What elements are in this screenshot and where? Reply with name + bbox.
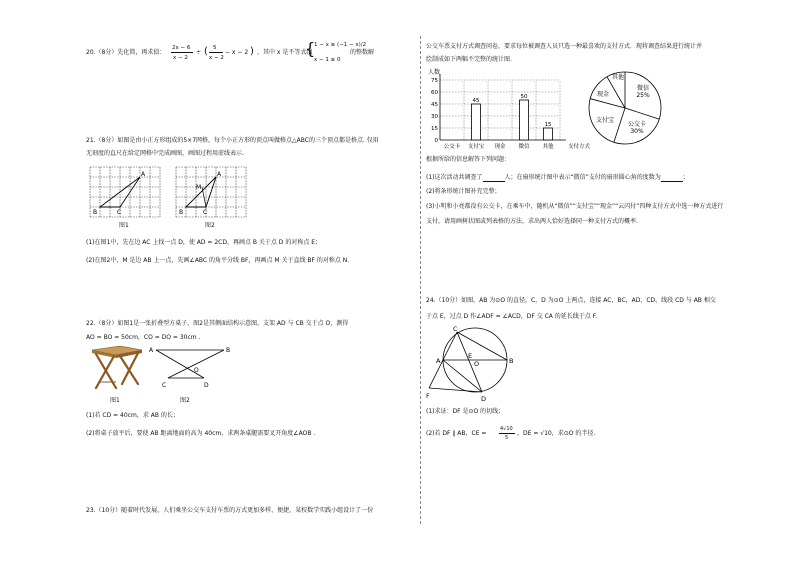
q23-sub3a: (3)小明和小亮都没有公交卡，在乘车中，随机从“微信”“支付宝”“现金”“云闪付”四种支付方式中选一种方式进行 (426, 203, 724, 210)
label-m: M (196, 184, 202, 191)
q23-sub3b: 支付，请用画树状图或列表格的方法，求出两人恰好选择同一种支付方式的概率. (426, 218, 638, 225)
bar-chart (424, 68, 589, 154)
y-tick-label: 75 (431, 78, 438, 84)
q21-line1: 21.（8分）如图是由小正方形组成的5×7网格，每个小正方形的顶点叫做格点△ABC的三个顶点都是格点. 仅用 (86, 137, 379, 144)
q23-sub1-a: (1)这次活动共调查了 (426, 174, 483, 181)
q23-sub1 (426, 174, 689, 182)
q21-figure-1 (86, 165, 166, 221)
x-tick-label: 其他 (542, 144, 554, 150)
q21-sub1: (1)在图1中，先在边 AC 上找一点 D，使 AD = 2CD，再画点 B 关于点 D 的对称点 E； (86, 239, 322, 246)
q21-line2: 无刻度的直尺在给定网格中完成画图，画图过程用虚线表示. (86, 150, 244, 157)
data-label: 50 (520, 94, 528, 100)
q20-frac2-bar (209, 52, 223, 53)
q24-sub2a: (2)若 DF ∥ AB，CE = (426, 430, 487, 437)
q23-sub1-b: 人；在扇形统计图中表示“微信”支付的扇形圆心角的度数为 (504, 174, 661, 181)
q24-frac-den: 5 (505, 435, 509, 441)
q20-brace: { (305, 39, 316, 58)
label-e: E (468, 352, 473, 360)
q20-frac2-tail: − x − 2 (225, 49, 249, 56)
segment-df (429, 388, 482, 392)
x-tick-label: 现金 (494, 144, 506, 150)
q20-frac2-den: x − 2 (209, 55, 224, 61)
pie-slice-label: 其他 (611, 74, 625, 81)
label-c: C (162, 382, 167, 389)
q23-line1: 公交车票支付方式调查问卷，要求每位被调查人员只选一种最喜欢的支付方式．现将调查结果进行统计并 (426, 43, 703, 50)
x-axis-label: 支付方式 (568, 144, 591, 150)
q22-sub2: (2)将桌子放平后，要使 AB 距离地面的高为 40cm，求两条桌腿需要叉开角度∠AOB . (86, 430, 316, 437)
grid-lines (90, 167, 160, 217)
label-a: A (217, 171, 222, 178)
x-tick-label: 微信 (518, 144, 530, 150)
q23-after-chart: 根据所给的信息解答下列问题： (426, 156, 511, 163)
label-b: B (93, 209, 98, 216)
q22-line1: 22.（8分）如图1是一张折叠型方桌子，图2是其侧面结构示意图，支架 AD 与 CB 交于点 O，测得 (86, 320, 349, 327)
label-a: A (149, 347, 154, 354)
data-label: 15 (544, 122, 552, 128)
label-b: B (509, 357, 514, 365)
label-c: C (453, 325, 458, 333)
column-divider (420, 36, 421, 524)
label-a: A (436, 357, 441, 365)
q23-sub2: (2)将条形统计图补充完整； (426, 188, 501, 195)
y-tick-label: 0 (434, 138, 438, 144)
q20-mid: ，其中 x 是不等式组 (257, 49, 313, 56)
bar (544, 128, 553, 140)
q24-line2: 于点 E，过点 D 作∠ADF = ∠ACD，DF 交 CA 的延长线于点 F. (426, 313, 598, 320)
label-o: O (474, 360, 480, 368)
q24-frac-num: 4√10 (500, 426, 513, 432)
data-label: 45 (472, 98, 480, 104)
label-f: F (426, 392, 430, 400)
q20-tail: 的整数解 (350, 49, 375, 56)
segment-ac (443, 332, 457, 360)
bar (472, 104, 481, 140)
label-d: D (204, 382, 209, 389)
q22-line2: AO = BO = 50cm，CO = DO = 30cm . (86, 334, 201, 341)
q24-sub1: (1)求证：DF 是⊙O 的切线； (426, 408, 505, 415)
segment-bc (457, 332, 507, 360)
q20-paren-close: ) (250, 46, 254, 57)
answer-blank-2[interactable] (661, 175, 683, 182)
q21-figure-2 (172, 165, 252, 221)
q20-paren-open: ( (204, 46, 208, 57)
answer-blank-1[interactable] (483, 175, 505, 182)
x-tick-label: 公交卡 (443, 144, 461, 150)
q23-sub1-c: ； (682, 174, 689, 181)
pie-slice-label: 公交卡 (627, 121, 647, 128)
q22-fig2-caption: 图2 (180, 397, 190, 404)
pie-percent-label: 25% (636, 92, 650, 99)
label-b: B (179, 209, 184, 216)
q22-table-picture (86, 344, 146, 394)
q21-sub2: (2)在图2中，M 是边 AB 上一点，先画∠ABC 的角平分线 BF，再画点 M 关于直线 BF 的对称点 N. (86, 257, 350, 264)
q20-frac1-bar (171, 52, 193, 53)
q20-ineq1: 1 − x ≥ (−1 − x)/2 (314, 42, 367, 48)
pie-slice-label: 现金 (596, 91, 610, 98)
q22-fig1-caption: 图1 (110, 397, 120, 404)
y-axis-label: 人数 (428, 69, 441, 76)
q24-circle-diagram (424, 322, 524, 404)
q21-fig2-caption: 图2 (205, 222, 215, 229)
q20-label: 20.（8分）先化简，再求值： (86, 49, 166, 56)
segment-mc (202, 187, 206, 207)
q23-line2: 绘制成如下两幅不完整的统计图． (426, 56, 517, 63)
q24-line1: 24.（10分）如图，AB 为⊙O 的直径，C，D 为⊙O 上两点，连接 AC，BC，AD，CD，线段 CD 与 AB 相交 (426, 297, 716, 304)
q20-ineq2: x − 1 ≥ 0 (314, 57, 341, 63)
label-a: A (141, 171, 146, 178)
q22-structure-diagram (146, 344, 236, 394)
y-tick-label: 30 (431, 114, 438, 120)
bar (520, 100, 529, 140)
q20-frac1-num: 2x − 6 (172, 45, 191, 51)
y-tick-label: 60 (431, 90, 438, 96)
y-tick-label: 15 (431, 126, 438, 132)
label-c: C (117, 209, 122, 216)
q21-fig1-caption: 图1 (119, 222, 129, 229)
q20-op: ÷ (196, 49, 202, 56)
label-d: D (481, 395, 487, 403)
label-b: B (226, 347, 231, 354)
pie-chart (585, 68, 665, 148)
pie-slice-label: 支付宝 (595, 117, 615, 124)
triangle-abc (186, 177, 216, 207)
pie-percent-label: 30% (630, 128, 644, 135)
pie-slice-label: 微信 (636, 85, 650, 92)
label-o: O (194, 367, 199, 374)
x-tick-label: 支付宝 (467, 144, 485, 150)
y-tick-label: 45 (431, 102, 438, 108)
q23-start: 23.（10分）随着时代发展，人们乘坐公交车支付车票的方式更加多样、便捷，某校数学实践小组设计了一份 (86, 507, 374, 514)
q20-frac1-den: x − 2 (173, 55, 188, 61)
q22-sub1: (1)若 CD = 40cm，求 AB 的长； (86, 412, 179, 419)
q20-frac2-num: 5 (213, 45, 217, 51)
label-c: C (203, 209, 208, 216)
q24-sub2b: ，DE = √10，求⊙O 的半径. (517, 430, 596, 437)
